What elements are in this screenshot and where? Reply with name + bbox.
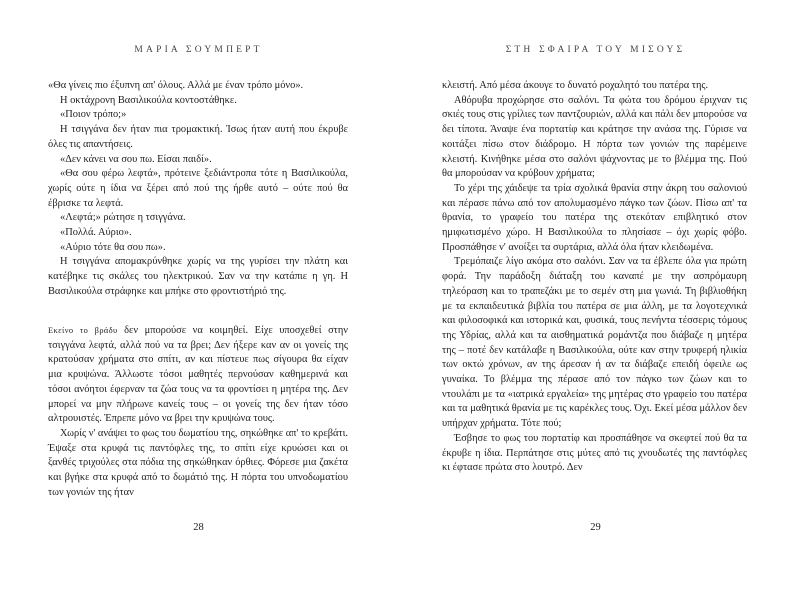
section-opening-text: δεν μπορούσε να κοιμηθεί. Είχε υποσχεθεί στην τσιγγάνα λεφτά, αλλά πού να τα βρει; Δεν ήξερε καν αν οι γονείς της κρατούσαν χρήματα στο σπίτι, αν και πίστευε πως σίγουρα θα είχαν μια κρυψώνα. Άλλωστε τόσοι μαθητές περνούσαν καθημερινά και τόσοι ανόητοι έφερναν τα ζώα τους να τα φροντίσει η μητέρα της. Δεν μπορεί να μην πλήρωνε κανείς τους – οι γονείς της δεν ήταν τόσο αλτρουιστές. Έπρεπε μόνο να βρει την κρυψώνα τους. (48, 325, 348, 425)
paragraph: «Θα σου φέρω λεφτά», πρότεινε ξεδιάντροπα τότε η Βασιλικούλα, χωρίς ούτε η ίδια να ξέρει από πού της ήρθε αυτό – ούτε πού θα έβρισκε τα λεφτά. (48, 168, 348, 209)
continuation-paragraph: κλειστή. Από μέσα άκουγε το δυνατό ροχαλητό του πατέρα της. (442, 80, 709, 91)
paragraph: «Ποιον τρόπο;» (60, 109, 127, 121)
paragraph: Η τσιγγάνα δεν ήταν πια τρομακτική. Ίσως ήταν αυτή που έκρυβε όλες τις απαντήσεις. (48, 124, 348, 150)
paragraph: Το χέρι της χάιδεψε τα τρία σχολικά θρανία στην άκρη του σαλονιού και πέρασε πάνω από τον απολυμασμένο πάγκο των ζώων. Πίσω απ' τα θρανία, το γραφείο του πατέρα της στεκόταν επιβλητικό στον ημιφωτισμένο χώρο. Η Βασιλικούλα το πλησίασε – όχι χωρίς φόβο. Προσπάθησε ν' ανοίξει τα συρτάρια, αλλά όλα ήταν κλειδωμένα. (442, 182, 747, 253)
paragraph: Χωρίς ν' ανάψει το φως του δωματίου της, σηκώθηκε απ' το κρεβάτι. Έψαξε στα κρυφά τις παντόφλες της, το σπίτι είχε κρυώσει και οι ξανθές τριχούλες στα πόδια της σηκώθηκαν όρθιες. Φόρεσε μια ζακέτα και βγήκε στα κρυφά από το δωμάτιό της. Η πόρτα του υπνοδωματίου των γονιών της ήταν (48, 427, 348, 498)
page-number-right: 29 (590, 522, 601, 533)
paragraph: «Αύριο τότε θα σου πω». (60, 241, 166, 253)
left-text-section (48, 324, 348, 500)
paragraph: «Θα γίνεις πιο έξυπνη απ' όλους. Αλλά με έναν τρόπο μόνο». (48, 80, 304, 91)
paragraph: «Πολλά. Αύριο». (60, 227, 132, 239)
paragraph: Αθόρυβα προχώρησε στο σαλόνι. Τα φώτα του δρόμου έριχναν τις σκιές τους στις γρίλιες των παντζουριών, αλλά και πάλι δεν μπορούσε να δει τίποτα. Άναψε ένα πορτατίφ και κράτησε την ανάσα της. Γύρισε να κοιτάξει πίσω στον διάδρομο. Η πόρτα των γονιών της παρέμεινε κλειστή. Κινήθηκε μέσα στο σαλόνι ψάχνοντας με το βλέμμα της. Πού θα μπορούσαν να κρύβουν χρήματα; (442, 94, 747, 180)
right-text (442, 79, 747, 476)
paragraph: Έσβησε το φως του πορτατίφ και προσπάθησε να σκεφτεί πού θα τα έκρυβε η ίδια. Περπάτησε στις μύτες από τις χνουδωτές της παντόφλες κι έφτασε πρώτα στο λουτρό. Δεν (442, 432, 747, 474)
paragraph: «Λεφτά;» ρώτησε η τσιγγάνα. (60, 212, 186, 224)
running-head-title: ΣΤΗ ΣΦΑΙΡΑ ΤΟΥ ΜΙΣΟΥΣ (505, 45, 686, 55)
paragraph: Η οκτάχρονη Βασιλικούλα κοντοστάθηκε. (60, 94, 237, 106)
right-page (397, 0, 794, 595)
section-opening-paragraph (48, 324, 348, 427)
paragraph: «Δεν κάνει να σου πω. Είσαι παιδί». (60, 153, 212, 165)
running-head-author: ΜΑΡΙΑ ΣΟΥΜΠΕΡΤ (134, 45, 263, 55)
left-text-upper (48, 79, 348, 300)
section-small-caps-opening: Εκείνο το βράδυ (48, 326, 118, 335)
page-number-left: 28 (193, 522, 204, 533)
paragraph: Τρεμόπαιζε λίγο ακόμα στο σαλόνι. Σαν να τα έβλεπε όλα για πρώτη φορά. Την παράδοξη διάταξη του καναπέ με την ασπρόμαυρη τηλεόραση και το τραπεζάκι με το σεμέν στη μια γωνιά. Τη βιβλιοθήκη με τα εκπαιδευτικά βιβλία του πατέρα σε μια άλλη, με τα λογοτεχνικά και φιλοσοφικά και ιστορικά και, φυσικά, τους πενήντα τέσσερις τόμους της Υδρίας, αλλά και τα αισθηματικά ρομάντζα που διάβαζε η μητέρα της – ποτέ δεν κατάλαβε η Βασιλικούλα, ούτε καν στην τρυφερή ηλικία των οκτώ χρόνων, αν της άρεσαν ή αν τα διάβαζε επειδή όφειλε ως γυναίκα. Το βλέμμα της πέρασε από τον πάγκο των ζώων και το ντουλάπι με τα «ιατρικά εργαλεία» της μητέρας στο γραφείο του πατέρα και τα μαθητικά θρανία με τις καρέκλες τους. Όχι. Εκεί μέσα μάλλον δεν υπήρχαν χρήματα. Τότε πού; (442, 256, 748, 430)
paragraph: Η τσιγγάνα απομακρύνθηκε χωρίς να της γυρίσει την πλάτη και κατέβηκε τις σκάλες του ηλεκτρικού. Σαν να την κατάπιε η γη. Η Βασιλικούλα στράφηκε και μπήκε στο φροντιστήριό της. (48, 256, 348, 297)
